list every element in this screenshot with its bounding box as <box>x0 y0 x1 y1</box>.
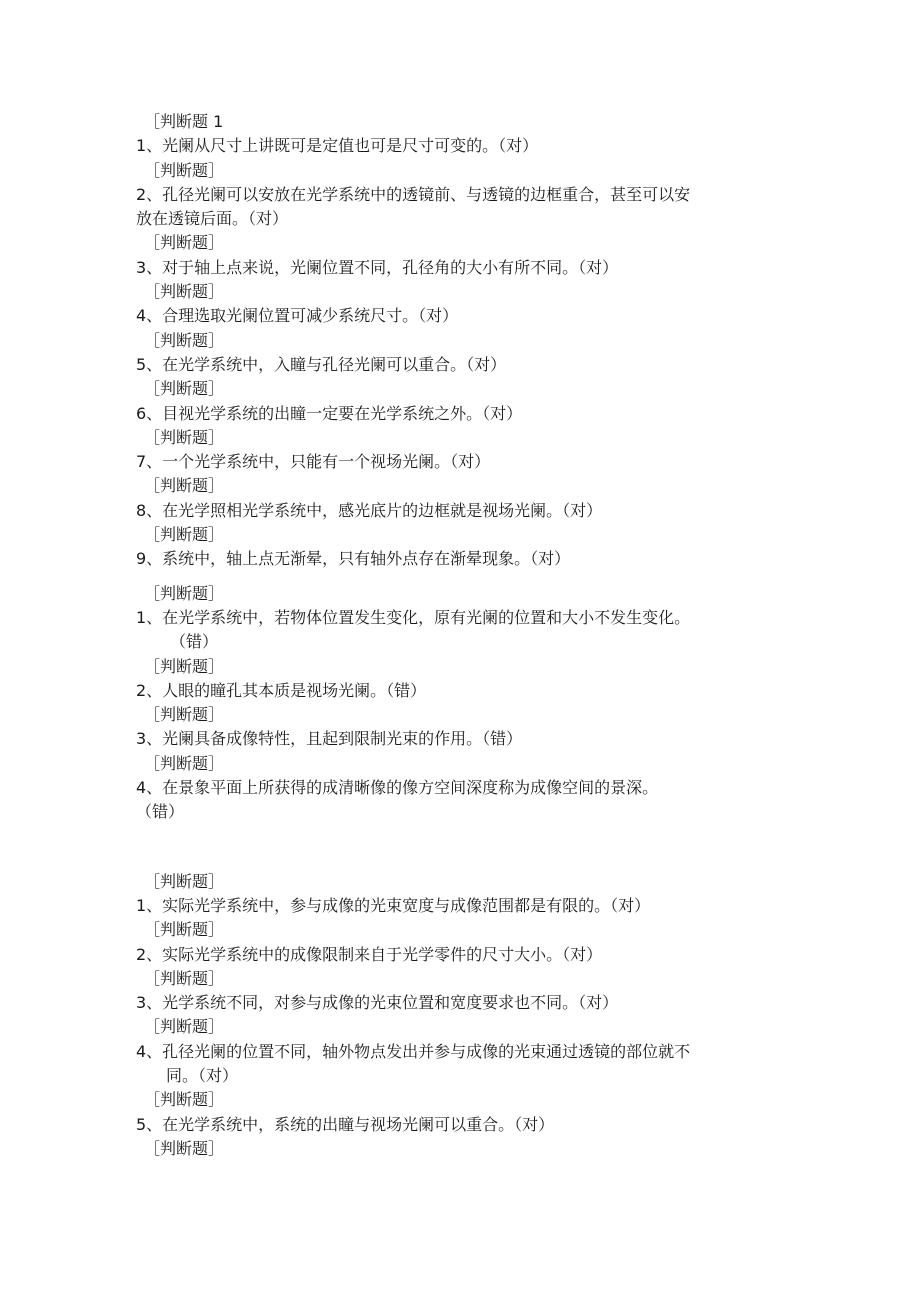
document-page <box>136 110 796 1161</box>
question-text: 3、光学系统不同，对参与成像的光束位置和宽度要求也不同。（对） <box>136 993 619 1013</box>
question-heading: ［判断题］ <box>144 583 225 603</box>
question-text: 6、目视光学系统的出瞳一定要在光学系统之外。（对） <box>136 403 523 423</box>
question-text-continuation: 同。（对） <box>166 1065 239 1085</box>
question-text: 8、在光学照相光学系统中，感光底片的边框就是视场光阑。（对） <box>136 500 603 520</box>
question-text: 5、在光学系统中，入瞳与孔径光阑可以重合。（对） <box>136 354 507 374</box>
question-heading: ［判断题］ <box>144 476 225 496</box>
question-text-continuation: 放在透镜后面。（对） <box>136 209 289 229</box>
question-text-continuation: （错） <box>136 802 185 822</box>
question-text-continuation: （错） <box>170 632 219 652</box>
section-gap <box>136 825 796 870</box>
question-heading: ［判断题］ <box>144 1138 225 1158</box>
question-section-3 <box>136 870 796 1162</box>
question-heading: ［判断题］ <box>144 160 225 180</box>
question-heading: ［判断题］ <box>144 871 225 891</box>
question-heading: ［判断题］ <box>144 1017 225 1037</box>
question-text: 1、实际光学系统中，参与成像的光束宽度与成像范围都是有限的。（对） <box>136 895 651 915</box>
question-heading: ［判断题］ <box>144 379 225 399</box>
question-text: 4、合理选取光阑位置可减少系统尺寸。（对） <box>136 306 459 326</box>
question-text: 1、在光学系统中，若物体位置发生变化，原有光阑的位置和大小不发生变化。 <box>136 607 691 627</box>
question-text: 2、实际光学系统中的成像限制来自于光学零件的尺寸大小。（对） <box>136 944 603 964</box>
question-text: 3、对于轴上点来说，光阑位置不同，孔径角的大小有所不同。（对） <box>136 257 619 277</box>
question-section-2 <box>136 582 796 825</box>
question-text: 2、孔径光阑可以安放在光学系统中的透镜前、与透镜的边框重合，甚至可以安 <box>136 184 691 204</box>
question-heading: ［判断题］ <box>144 920 225 940</box>
question-heading: ［判断题］ <box>144 525 225 545</box>
question-text: 1、光阑从尺寸上讲既可是定值也可是尺寸可变的。（对） <box>136 136 539 156</box>
question-heading: ［判断题］ <box>144 656 225 676</box>
question-heading: ［判断题 1 <box>144 112 224 131</box>
question-heading: ［判断题］ <box>144 753 225 773</box>
question-heading: ［判断题］ <box>144 330 225 350</box>
question-heading: ［判断题］ <box>144 282 225 302</box>
question-text: 4、在景象平面上所获得的成清晰像的像方空间深度称为成像空间的景深。 <box>136 778 659 798</box>
question-heading: ［判断题］ <box>144 427 225 447</box>
question-section-1 <box>136 110 796 572</box>
question-text: 2、人眼的瞳孔其本质是视场光阑。（错） <box>136 680 427 700</box>
question-heading: ［判断题］ <box>144 1090 225 1110</box>
question-text: 4、孔径光阑的位置不同，轴外物点发出并参与成像的光束通过透镜的部位就不 <box>136 1041 691 1061</box>
question-text: 3、光阑具备成像特性，且起到限制光束的作用。（错） <box>136 729 523 749</box>
question-heading: ［判断题］ <box>144 233 225 253</box>
question-heading: ［判断题］ <box>144 968 225 988</box>
question-heading: ［判断题］ <box>144 705 225 725</box>
section-gap <box>136 572 796 582</box>
question-text: 7、一个光学系统中，只能有一个视场光阑。（对） <box>136 452 491 472</box>
question-text: 9、系统中，轴上点无渐晕，只有轴外点存在渐晕现象。（对） <box>136 549 571 569</box>
question-text: 5、在光学系统中，系统的出瞳与视场光阑可以重合。（对） <box>136 1114 555 1134</box>
